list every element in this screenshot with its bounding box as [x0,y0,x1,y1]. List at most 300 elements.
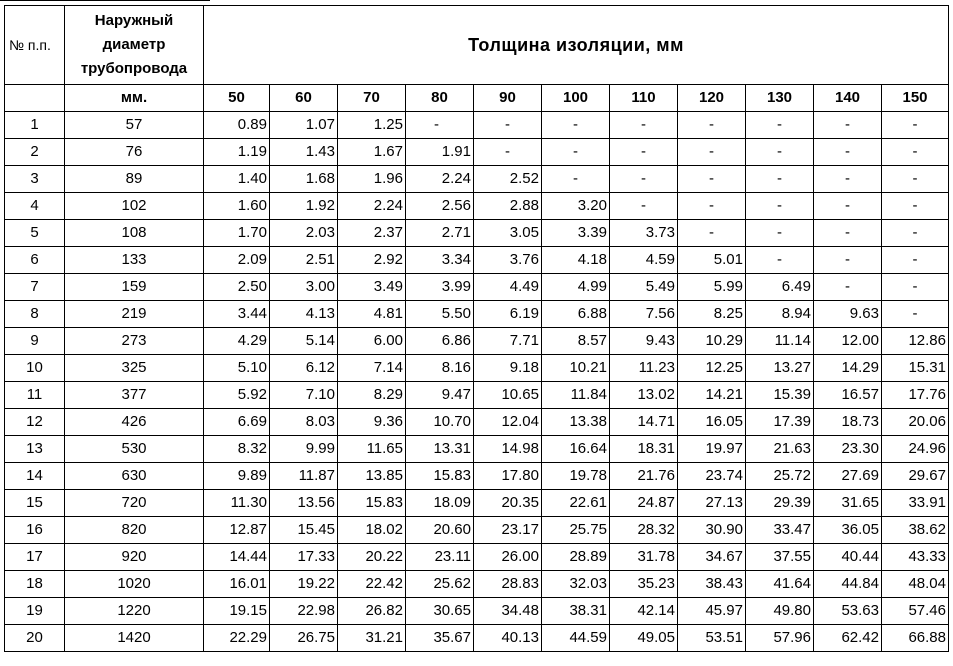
volume-value-cell: 1.67 [338,139,406,166]
volume-value-cell: 4.81 [338,301,406,328]
volume-value-cell: 2.50 [204,274,270,301]
row-number-cell: 20 [5,625,65,652]
volume-value-cell: 24.96 [882,436,949,463]
volume-value-cell: 31.78 [610,544,678,571]
thickness-column-header: 100 [542,85,610,112]
diameter-cell: 426 [65,409,204,436]
volume-value-cell: - [678,220,746,247]
volume-value-cell: 2.24 [406,166,474,193]
volume-value-cell: 8.03 [270,409,338,436]
table-row [5,544,949,571]
volume-value-cell: 48.04 [882,571,949,598]
volume-value-cell: 2.71 [406,220,474,247]
volume-value-cell: 9.63 [814,301,882,328]
table-row [5,571,949,598]
volume-value-cell: - [610,166,678,193]
volume-value-cell: - [542,112,610,139]
volume-value-cell: 4.59 [610,247,678,274]
table-row [5,328,949,355]
row-number-cell: 6 [5,247,65,274]
top-rule [0,0,210,1]
empty-header-cell [5,85,65,112]
volume-value-cell: 13.85 [338,463,406,490]
volume-value-cell: - [678,139,746,166]
volume-value-cell: 45.97 [678,598,746,625]
volume-value-cell: 41.64 [746,571,814,598]
volume-value-cell: 18.73 [814,409,882,436]
volume-value-cell: 15.83 [406,463,474,490]
table-row [5,490,949,517]
volume-value-cell: - [678,112,746,139]
volume-value-cell: 2.24 [338,193,406,220]
volume-value-cell: 29.67 [882,463,949,490]
row-number-cell: 15 [5,490,65,517]
volume-value-cell: 28.83 [474,571,542,598]
volume-value-cell: 8.16 [406,355,474,382]
volume-value-cell: - [814,274,882,301]
thickness-column-header: 70 [338,85,406,112]
volume-value-cell: 7.14 [338,355,406,382]
volume-value-cell: 34.67 [678,544,746,571]
thickness-column-header: 60 [270,85,338,112]
table-row [5,436,949,463]
volume-value-cell: - [474,139,542,166]
volume-value-cell: - [746,220,814,247]
row-number-cell: 5 [5,220,65,247]
volume-value-cell: 2.09 [204,247,270,274]
header-row-columns [5,85,949,112]
volume-value-cell: 26.75 [270,625,338,652]
volume-value-cell: - [882,247,949,274]
volume-value-cell: 15.39 [746,382,814,409]
volume-value-cell: 1.25 [338,112,406,139]
volume-value-cell: - [882,193,949,220]
volume-value-cell: 8.25 [678,301,746,328]
volume-value-cell: - [814,193,882,220]
volume-value-cell: 30.90 [678,517,746,544]
volume-value-cell: 6.12 [270,355,338,382]
volume-value-cell: 57.46 [882,598,949,625]
volume-value-cell: 33.91 [882,490,949,517]
volume-value-cell: - [814,220,882,247]
volume-value-cell: 11.14 [746,328,814,355]
volume-value-cell: 3.39 [542,220,610,247]
volume-value-cell: 21.63 [746,436,814,463]
volume-value-cell: 15.45 [270,517,338,544]
volume-value-cell: 8.32 [204,436,270,463]
volume-value-cell: - [814,112,882,139]
table-row [5,274,949,301]
volume-value-cell: - [814,166,882,193]
volume-value-cell: 3.76 [474,247,542,274]
outer-diameter-header: Наружный диаметр трубопровода [65,6,204,85]
volume-value-cell: 20.35 [474,490,542,517]
insulation-thickness-header: Толщина изоляции, мм [204,6,949,85]
volume-value-cell: 3.05 [474,220,542,247]
volume-value-cell: 2.92 [338,247,406,274]
thickness-column-header: 110 [610,85,678,112]
volume-value-cell: 16.05 [678,409,746,436]
table-row [5,625,949,652]
volume-value-cell: 8.94 [746,301,814,328]
diameter-cell: 530 [65,436,204,463]
thickness-column-header: 150 [882,85,949,112]
volume-value-cell: 1.96 [338,166,406,193]
volume-value-cell: 12.87 [204,517,270,544]
volume-value-cell: 42.14 [610,598,678,625]
volume-value-cell: 25.72 [746,463,814,490]
volume-value-cell: 1.92 [270,193,338,220]
volume-value-cell: 3.73 [610,220,678,247]
diameter-cell: 219 [65,301,204,328]
volume-value-cell: 2.52 [474,166,542,193]
row-number-cell: 7 [5,274,65,301]
volume-value-cell: 13.56 [270,490,338,517]
row-number-cell: 4 [5,193,65,220]
volume-value-cell: 4.29 [204,328,270,355]
volume-value-cell: 31.21 [338,625,406,652]
volume-value-cell: 10.29 [678,328,746,355]
volume-value-cell: 40.13 [474,625,542,652]
volume-value-cell: 11.23 [610,355,678,382]
diameter-cell: 1220 [65,598,204,625]
thickness-column-header: 120 [678,85,746,112]
row-number-cell: 17 [5,544,65,571]
volume-value-cell: 6.88 [542,301,610,328]
table-header [5,6,949,112]
volume-value-cell: 14.21 [678,382,746,409]
diameter-cell: 76 [65,139,204,166]
volume-value-cell: 32.03 [542,571,610,598]
volume-value-cell: - [746,166,814,193]
diameter-cell: 920 [65,544,204,571]
volume-value-cell: 9.36 [338,409,406,436]
volume-value-cell: - [746,193,814,220]
volume-value-cell: 1.07 [270,112,338,139]
volume-value-cell: 44.59 [542,625,610,652]
volume-value-cell: 6.49 [746,274,814,301]
thickness-column-header: 140 [814,85,882,112]
volume-value-cell: 13.38 [542,409,610,436]
diameter-cell: 1020 [65,571,204,598]
row-number-cell: 19 [5,598,65,625]
volume-value-cell: 20.60 [406,517,474,544]
volume-value-cell: 0.89 [204,112,270,139]
row-number-cell: 10 [5,355,65,382]
volume-value-cell: 23.11 [406,544,474,571]
volume-value-cell: 25.62 [406,571,474,598]
volume-value-cell: 20.22 [338,544,406,571]
volume-value-cell: 1.70 [204,220,270,247]
row-number-header: № п.п. [5,6,65,85]
volume-value-cell: 6.00 [338,328,406,355]
diameter-cell: 720 [65,490,204,517]
volume-value-cell: 21.76 [610,463,678,490]
volume-value-cell: 49.05 [610,625,678,652]
table-row [5,409,949,436]
volume-value-cell: 53.63 [814,598,882,625]
diameter-cell: 273 [65,328,204,355]
volume-value-cell: 6.19 [474,301,542,328]
volume-value-cell: 10.65 [474,382,542,409]
volume-value-cell: 13.31 [406,436,474,463]
table-row [5,166,949,193]
volume-value-cell: 11.30 [204,490,270,517]
volume-value-cell: 15.31 [882,355,949,382]
volume-value-cell: 16.57 [814,382,882,409]
volume-value-cell: 13.27 [746,355,814,382]
volume-value-cell: 8.57 [542,328,610,355]
volume-value-cell: 11.87 [270,463,338,490]
volume-value-cell: 9.89 [204,463,270,490]
volume-value-cell: 19.15 [204,598,270,625]
volume-value-cell: 18.02 [338,517,406,544]
volume-value-cell: 19.22 [270,571,338,598]
volume-value-cell: 33.47 [746,517,814,544]
table-row [5,247,949,274]
table-row [5,139,949,166]
volume-value-cell: 9.18 [474,355,542,382]
volume-value-cell: 17.80 [474,463,542,490]
diameter-cell: 159 [65,274,204,301]
volume-value-cell: 57.96 [746,625,814,652]
thickness-column-header: 50 [204,85,270,112]
volume-value-cell: 9.43 [610,328,678,355]
volume-value-cell: 26.82 [338,598,406,625]
volume-value-cell: 4.49 [474,274,542,301]
table-row [5,301,949,328]
volume-value-cell: 12.25 [678,355,746,382]
volume-value-cell: 23.30 [814,436,882,463]
volume-value-cell: 3.20 [542,193,610,220]
volume-value-cell: - [474,112,542,139]
volume-value-cell: 37.55 [746,544,814,571]
volume-value-cell: 1.60 [204,193,270,220]
thickness-column-header: 130 [746,85,814,112]
diameter-cell: 1420 [65,625,204,652]
volume-value-cell: 7.56 [610,301,678,328]
volume-value-cell: 27.69 [814,463,882,490]
diameter-cell: 102 [65,193,204,220]
volume-value-cell: 38.31 [542,598,610,625]
volume-value-cell: 7.71 [474,328,542,355]
volume-value-cell: 1.68 [270,166,338,193]
volume-value-cell: - [542,166,610,193]
volume-value-cell: 27.13 [678,490,746,517]
row-number-cell: 3 [5,166,65,193]
row-number-cell: 18 [5,571,65,598]
volume-value-cell: - [882,220,949,247]
volume-value-cell: 1.43 [270,139,338,166]
volume-value-cell: 4.99 [542,274,610,301]
volume-value-cell: 22.42 [338,571,406,598]
volume-value-cell: 30.65 [406,598,474,625]
table-row [5,112,949,139]
volume-value-cell: - [882,301,949,328]
volume-value-cell: 3.49 [338,274,406,301]
volume-value-cell: 11.65 [338,436,406,463]
volume-value-cell: 8.29 [338,382,406,409]
volume-value-cell: 11.84 [542,382,610,409]
diameter-cell: 89 [65,166,204,193]
diameter-cell: 377 [65,382,204,409]
row-number-cell: 2 [5,139,65,166]
volume-value-cell: - [610,193,678,220]
volume-value-cell: 2.37 [338,220,406,247]
diameter-cell: 108 [65,220,204,247]
volume-value-cell: 35.23 [610,571,678,598]
volume-value-cell: 12.86 [882,328,949,355]
table-row [5,463,949,490]
volume-value-cell: 49.80 [746,598,814,625]
volume-value-cell: 5.50 [406,301,474,328]
volume-value-cell: 62.42 [814,625,882,652]
volume-value-cell: 38.43 [678,571,746,598]
diameter-cell: 325 [65,355,204,382]
volume-value-cell: 14.71 [610,409,678,436]
volume-value-cell: - [610,139,678,166]
thickness-column-header: 90 [474,85,542,112]
volume-value-cell: 1.19 [204,139,270,166]
row-number-cell: 13 [5,436,65,463]
volume-value-cell: 3.00 [270,274,338,301]
volume-value-cell: 28.89 [542,544,610,571]
volume-value-cell: - [882,112,949,139]
volume-value-cell: 66.88 [882,625,949,652]
header-row-main [5,6,949,85]
row-number-cell: 8 [5,301,65,328]
volume-value-cell: 15.83 [338,490,406,517]
volume-value-cell: 23.17 [474,517,542,544]
row-number-cell: 11 [5,382,65,409]
volume-value-cell: 22.61 [542,490,610,517]
volume-value-cell: - [746,139,814,166]
volume-value-cell: - [814,247,882,274]
volume-value-cell: 10.21 [542,355,610,382]
volume-value-cell: 16.01 [204,571,270,598]
table-body [5,112,949,652]
row-number-cell: 12 [5,409,65,436]
table-row [5,517,949,544]
volume-value-cell: 36.05 [814,517,882,544]
row-number-cell: 14 [5,463,65,490]
diameter-cell: 133 [65,247,204,274]
volume-value-cell: - [882,274,949,301]
volume-value-cell: 14.98 [474,436,542,463]
volume-value-cell: 5.92 [204,382,270,409]
volume-value-cell: 18.09 [406,490,474,517]
volume-value-cell: 5.10 [204,355,270,382]
volume-value-cell: 53.51 [678,625,746,652]
volume-value-cell: - [610,112,678,139]
volume-value-cell: 34.48 [474,598,542,625]
volume-value-cell: 12.04 [474,409,542,436]
volume-value-cell: 13.02 [610,382,678,409]
volume-value-cell: 1.91 [406,139,474,166]
volume-value-cell: - [542,139,610,166]
volume-value-cell: 12.00 [814,328,882,355]
volume-value-cell: 3.34 [406,247,474,274]
volume-value-cell: - [746,247,814,274]
volume-value-cell: - [882,166,949,193]
volume-value-cell: 2.51 [270,247,338,274]
insulation-volume-table [4,5,949,652]
volume-value-cell: 1.40 [204,166,270,193]
diameter-cell: 57 [65,112,204,139]
volume-value-cell: - [814,139,882,166]
volume-value-cell: 17.39 [746,409,814,436]
table-row [5,382,949,409]
table-row [5,193,949,220]
volume-value-cell: 28.32 [610,517,678,544]
volume-value-cell: 17.76 [882,382,949,409]
row-number-cell: 9 [5,328,65,355]
volume-value-cell: 43.33 [882,544,949,571]
row-number-cell: 1 [5,112,65,139]
volume-value-cell: 22.29 [204,625,270,652]
volume-value-cell: 16.64 [542,436,610,463]
volume-value-cell: 44.84 [814,571,882,598]
diameter-unit-label: мм. [65,85,204,112]
volume-value-cell: 14.29 [814,355,882,382]
volume-value-cell: 29.39 [746,490,814,517]
table-row [5,220,949,247]
volume-value-cell: 10.70 [406,409,474,436]
volume-value-cell: 3.99 [406,274,474,301]
volume-value-cell: - [746,112,814,139]
table-row [5,355,949,382]
volume-value-cell: 23.74 [678,463,746,490]
table-row [5,598,949,625]
volume-value-cell: 2.88 [474,193,542,220]
volume-value-cell: 5.49 [610,274,678,301]
volume-value-cell: 4.13 [270,301,338,328]
volume-value-cell: 2.56 [406,193,474,220]
volume-value-cell: 25.75 [542,517,610,544]
volume-value-cell: 26.00 [474,544,542,571]
volume-value-cell: - [678,193,746,220]
volume-value-cell: 35.67 [406,625,474,652]
volume-value-cell: 5.99 [678,274,746,301]
volume-value-cell: 18.31 [610,436,678,463]
volume-value-cell: 31.65 [814,490,882,517]
volume-value-cell: 20.06 [882,409,949,436]
volume-value-cell: 24.87 [610,490,678,517]
volume-value-cell: 5.14 [270,328,338,355]
diameter-cell: 630 [65,463,204,490]
diameter-cell: 820 [65,517,204,544]
volume-value-cell: 9.99 [270,436,338,463]
thickness-column-header: 80 [406,85,474,112]
volume-value-cell: 3.44 [204,301,270,328]
volume-value-cell: 40.44 [814,544,882,571]
volume-value-cell: 6.69 [204,409,270,436]
volume-value-cell: 9.47 [406,382,474,409]
row-number-cell: 16 [5,517,65,544]
volume-value-cell: - [406,112,474,139]
volume-value-cell: 17.33 [270,544,338,571]
volume-value-cell: 14.44 [204,544,270,571]
volume-value-cell: 5.01 [678,247,746,274]
volume-value-cell: - [882,139,949,166]
volume-value-cell: 2.03 [270,220,338,247]
volume-value-cell: 38.62 [882,517,949,544]
volume-value-cell: 6.86 [406,328,474,355]
volume-value-cell: 19.97 [678,436,746,463]
volume-value-cell: 22.98 [270,598,338,625]
volume-value-cell: 4.18 [542,247,610,274]
volume-value-cell: - [678,166,746,193]
